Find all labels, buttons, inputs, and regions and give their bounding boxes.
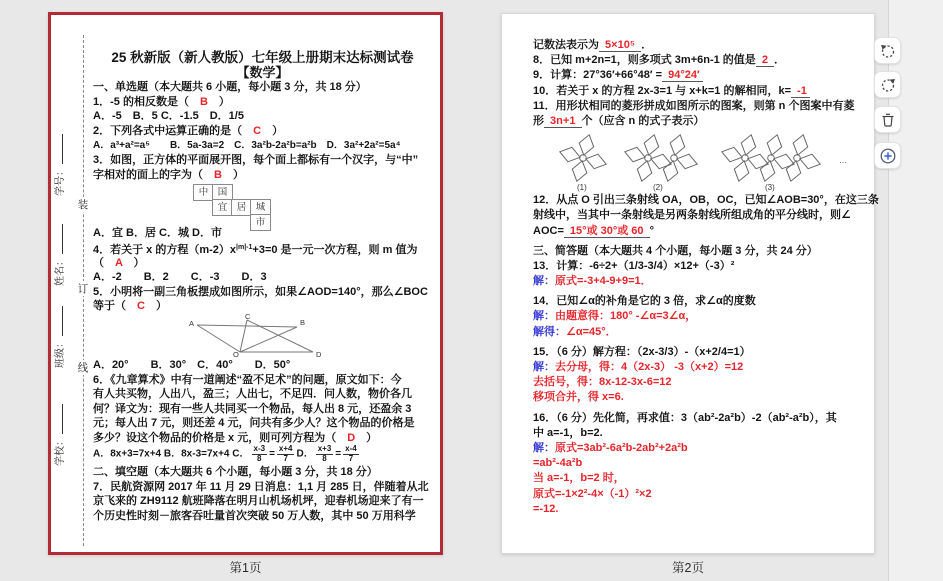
margin-label-class: 班级： <box>51 287 71 387</box>
page-1-sheet[interactable] <box>48 12 443 555</box>
rotate-left-button[interactable] <box>874 37 901 64</box>
margin-label-school: 学校： <box>51 385 71 485</box>
svg-text:C: C <box>245 313 251 321</box>
plus-circle-icon <box>879 147 897 165</box>
text-line: 字相对的面上的字为（ B ） <box>93 168 244 181</box>
trash-icon <box>880 112 896 128</box>
text-line: 个历史性时刻－旅客吞吐量首次突破 50 万人数，其中 50 万用科学 <box>93 509 416 522</box>
text-line: 二、填空题（本大题共 6 个小题，每小题 3 分，共 18 分） <box>93 466 378 479</box>
svg-text:···: ··· <box>839 158 847 168</box>
text-line: 原式=-1×2²-4×（-1）²×2 <box>533 487 652 500</box>
text-line: 9．计算：27°36′+66°48′ = 94°24′ <box>533 68 866 83</box>
text-line: 等于（ C ） <box>93 300 167 313</box>
text-line: A．a³+a²=a⁵ B．5a-3a=2 C．3a²b-2a²b=a²b D．3a²+2a²=5a⁴ <box>93 139 401 151</box>
text-line: A．宜 B．居 C．城 D．市 <box>93 227 222 240</box>
text-line: A．-2 B．2 C．-3 D．3 <box>93 271 267 284</box>
svg-text:(1): (1) <box>577 183 587 193</box>
rotate-cw-icon <box>880 77 896 93</box>
text-line: 10．若关于 x 的方程 2x-3=1 与 x+k=1 的解相同，k= -1 <box>533 84 866 99</box>
text-line: 4．若关于 x 的方程$(m-2)x^{|m|-1}+3=0$ 是一元一次方程，则 m 值为 <box>93 243 418 256</box>
triangle-ruler-figure <box>93 314 432 358</box>
text-line: 25 秋新版（新人教版）七年级上册期末达标测试卷 <box>111 50 414 65</box>
text-line: 1．-5 的相反数是（ B ） <box>93 95 230 108</box>
rotate-right-button[interactable] <box>874 71 901 98</box>
text-line: 13．计算：-6÷2+（1/3-3/4）×12+（-3）² <box>533 259 735 272</box>
zoom-button[interactable] <box>874 142 901 169</box>
text-line: A．8x+3=7x+4 B．8x-3=7x+4 C． $\frac{x-3}{8}$ = $\frac{x+4}{7}$ D． $\frac{x+3}{8}$ = $\frac{x-4}{7}$ <box>93 444 357 463</box>
text-line: =-12. <box>533 502 559 515</box>
text-line: 三、简答题（本大题共 4 个小题，每小题 3 分，共 24 分） <box>533 244 818 257</box>
text-line: 16．（6 分）先化简，再求值：3（ab²-2a²b）-2（ab²-a²b），其 <box>533 411 837 424</box>
text-line: 8．已知 m+2n=1，则多项式 3m+6n-1 的值是 2 ． <box>533 54 786 67</box>
net-cell: 中 <box>193 184 214 201</box>
delete-button[interactable] <box>874 106 901 133</box>
text-line: 当 a=-1，b=2 时， <box>533 472 625 485</box>
fill-in-line <box>52 306 63 336</box>
net-cell: 城 <box>250 199 271 216</box>
triangle-ruler-svg <box>185 314 335 358</box>
binding-char: 装 <box>77 199 89 211</box>
text-line: 京飞来的 ZH9112 航班降落在明月山机场机坪，迎春机场迎来了有一 <box>93 495 424 508</box>
binding-char: 订 <box>77 283 89 295</box>
text-line: AOC= 15°或 30°或 60 ° <box>533 224 655 237</box>
text-line: 元；每人出 7 元，则还差 4 元，问共有多少人？这个物品的价格是 <box>93 417 415 430</box>
text-line: 3．如图，正方体的平面展开图，每个面上都标有一个汉字，与“中” <box>93 154 419 167</box>
text-line: 解得：∠α=45°． <box>533 325 617 338</box>
page-2-sheet[interactable] <box>501 13 879 554</box>
rhombus-pattern-figure <box>533 129 866 193</box>
text-line: 2．下列各式中运算正确的是（ C ） <box>93 124 284 137</box>
text-line: 解：由题意得：180° -∠α=3∠α， <box>533 310 697 323</box>
text-line: 一、单选题（本大题共 6 小题，每小题 3 分，共 18 分） <box>93 81 367 94</box>
svg-text:A: A <box>189 318 195 328</box>
page-1-label: 第1页 <box>229 561 262 575</box>
page-2-label: 第2页 <box>672 561 704 575</box>
rotate-ccw-icon <box>880 43 896 59</box>
net-cell: 市 <box>250 214 271 231</box>
svg-text:D: D <box>316 349 322 358</box>
cube-net-figure <box>93 182 432 229</box>
fill-in-line <box>52 134 63 164</box>
page-1-content <box>93 39 432 523</box>
page-2-content <box>533 38 879 517</box>
svg-text:O: O <box>233 349 239 358</box>
text-line: 去括号，得：8x-12-3x-6=12 <box>533 376 672 389</box>
net-cell: 居 <box>231 199 252 216</box>
text-line: 11．用形状相同的菱形拼成如图所示的图案，则第 n 个图案中有菱 <box>533 99 855 112</box>
text-line: 何？译文为：现有一些人共同买一个物品，每人出 8 元，还盈余 3 <box>93 402 412 415</box>
text-line: 解：去分母，得：4（2x-3） -3（x+2）=12 <box>533 361 744 373</box>
text-line: 5．小明将一副三角板摆成如图所示，如果∠AOD=140°，那么∠BOC <box>93 285 428 298</box>
net-cell: 国 <box>212 184 233 201</box>
text-line: 【数学】 <box>236 64 289 80</box>
text-line: 解：原式=-3+4-9+9=1． <box>533 275 652 288</box>
text-line: 14．已知∠α的补角是它的 3 倍，求∠α的度数 <box>533 295 756 308</box>
text-line: A．-5 B．5 C．-1.5 D．1/5 <box>93 110 244 123</box>
text-line: 7．民航资源网 2017 年 11 月 29 日消息：1,1 月 285 日，伴随着从北 <box>93 480 429 493</box>
text-line: 解：原式=3ab²-6a²b-2ab²+2a²b <box>533 441 688 454</box>
text-line: A．20° B．30° C．40° D．50° <box>93 358 291 371</box>
margin-label-name: 姓名： <box>51 205 71 305</box>
svg-text:B: B <box>300 317 306 327</box>
text-line: 记数法表示为 5×10⁵ ． <box>533 39 653 51</box>
text-line: 中 a=-1，b=2. <box>533 426 603 439</box>
text-line: 15．（6 分）解方程：（2x-3/3）-（x+2/4=1） <box>533 345 751 358</box>
margin-label-student-id: 学号： <box>51 115 71 215</box>
text-line: 12．从点 O 引出三条射线 OA，OB，OC，已知∠AOB=30°，在这三条 <box>533 194 879 207</box>
text-line: 形 3n+1 个（应含 n 的式子表示） <box>533 114 705 127</box>
text-line: 移项合并，得 x=6. <box>533 391 624 404</box>
fill-in-line <box>52 224 63 254</box>
text-line: 多少？设这个物品的价格是 x 元，则可列方程为（ D ） <box>93 431 378 444</box>
text-line: 射线中，当其中一条射线是另两条射线所组成角的平分线时，则∠ <box>533 209 851 222</box>
text-line: 6．《九章算术》中有一道阐述“盈不足术”的问题，原文如下：今 <box>93 373 402 386</box>
net-cell: 宜 <box>212 199 233 216</box>
text-line: 有人共买物，人出八，盈三；人出七，不足四．问人数，物价各几 <box>93 388 412 401</box>
text-line: =ab²-4a²b <box>533 457 583 470</box>
svg-text:(2): (2) <box>653 183 663 193</box>
text-line: （ A ） <box>93 256 145 269</box>
binding-char: 线 <box>77 362 89 374</box>
svg-text:(3): (3) <box>765 183 775 193</box>
fill-in-line <box>52 404 63 434</box>
rhombus-pattern-svg <box>545 129 865 193</box>
